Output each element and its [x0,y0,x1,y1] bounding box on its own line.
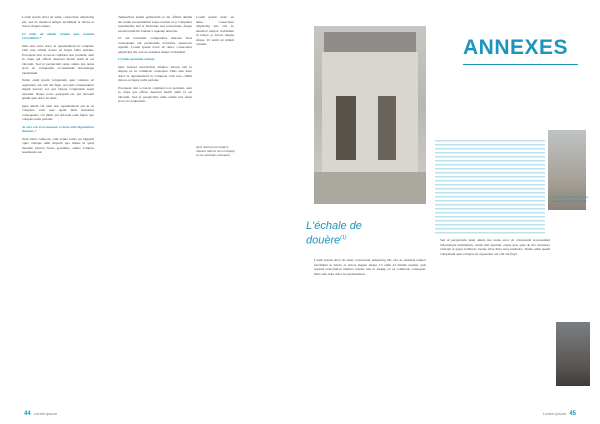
side-note [196,145,236,158]
intro-text: Lorem ipsum dolor sit amet, consectetur adipiscing elit, sed do eiusmod tempor incididunt ut labore et dolore magna aliqua. Ut enim ad minim veniam, quis nostrud exercitation ullamco laboris nisi ut aliquip ex ea commodo consequat. Duis aute irure dolor in reprehenderit. [314,258,426,276]
photo-caption: Lorem ipsum dolor sit amet, consectetur adipiscing elit. [552,195,590,203]
page-number: 45 [569,411,576,417]
section-heading: Ut enim ad minim veniam quis nostrud exercitation ? [22,31,94,40]
section-title-text: L'échale de douère [306,220,362,247]
paragraph: Temporibus autem quibusdam et aut officiis debitis aut rerum necessitatibus saepe eveniet ut et voluptates repudiandae sint et molestiae non recusandae. Itaque earum rerum hic tenetur a sapiente delectus. [118,15,192,33]
left-column-2 [118,15,192,107]
paragraph: Duis aute irure dolor in reprehenderit in voluptate velit esse cillum dolore eu fugiat nulla pariatur. Excepteur sint occaecat cupidatat non proident, sunt in culpa qui officia deserunt mollit anim id est laborum. Sed ut perspiciatis unde omnis iste natus error sit voluptatem accusantium doloremque laudantium. [22,43,94,75]
paragraph: Quis autem vel eum iure reprehenderit qui in ea voluptate velit esse quam nihil molestiae consequatur, vel illum qui dolorem eum fugiat quo voluptas nulla pariatur. [22,103,94,121]
running-footer: Lorem ipsum [543,411,567,416]
left-column-1 [22,15,94,158]
right-column-2: Sed ut perspiciatis unde omnis iste natus error sit voluptatem accusantium doloremque laudantium, totam rem aperiam, eaque ipsa quae ab illo inventore veritatis et quasi architecto beatae vitae dicta sunt explicabo. Nemo enim ipsam voluptatem quia voluptas sit aspernatur aut odit aut fugit. [440,238,550,256]
building-photo [314,26,426,204]
section-heading: Ut enim ad minim veniam [118,57,155,61]
bottom-photo [556,322,590,386]
left-column-3-notes [196,15,234,50]
section-title [306,220,366,247]
paragraph: Quis nostrud exercitation ullamco laboris nisi ut aliquip ex ea commodo consequat. Duis aute irure dolor in reprehenderit in voluptate velit esse cillum dolore eu fugiat nulla pariatur. [118,64,192,82]
footnote: Lorem ipsum dolor sit amet, consectetur adipiscing elit, sed do eiusmod tempor incididunt ut labore et dolore magna aliqua. Ut enim ad minim veniam. [196,15,234,46]
section-title-footnote: (1) [340,235,347,241]
folio-left [22,411,57,417]
paragraph: Lorem ipsum dolor sit amet, consectetur adipiscing elit, sed do eiusmod tempor incididunt ut labore et dolore magna aliqua. [22,15,94,28]
section-heading: At vero eos et accusamus et iusto odio dignissimos ducimus ? [22,124,94,133]
paragraph: Nam libero tempore, cum soluta nobis est eligendi optio cumque nihil impedit quo minus id quod maxime placeat facere possimus, omnis voluptas assumenda est. [22,136,94,154]
running-footer: Lorem ipsum [33,411,57,416]
decorative-stripes [435,140,545,234]
page-number: 44 [24,411,31,417]
paragraph: Nemo enim ipsam voluptatem quia voluptas sit aspernatur aut odit aut fugit, sed quia consequuntur magni dolores eos qui ratione voluptatem sequi nesciunt. Neque porro quisquam est, qui dolorem ipsum quia dolor sit amet. [22,78,94,100]
side-note-text: Quis nostrud exercitation ullamco laboris nisi ut aliquip ex ea commodo consequat. [196,145,235,158]
annexes-title: ANNEXES [463,36,569,59]
paragraph: Excepteur sint occaecat cupidatat non proident, sunt in culpa qui officia deserunt mollit anim id est laborum. Sed ut perspiciatis unde omnis iste natus error sit voluptatem. [118,85,192,103]
folio-right [543,411,578,417]
right-page [300,0,600,424]
paragraph: Ut aut reiciendis voluptatibus maiores alias consequatur aut perferendis doloribus asperiores repellat. Lorem ipsum dolor sit amet, consectetur adipiscing elit, sed do eiusmod tempor incididunt. [118,36,192,54]
title-rule [463,64,578,65]
